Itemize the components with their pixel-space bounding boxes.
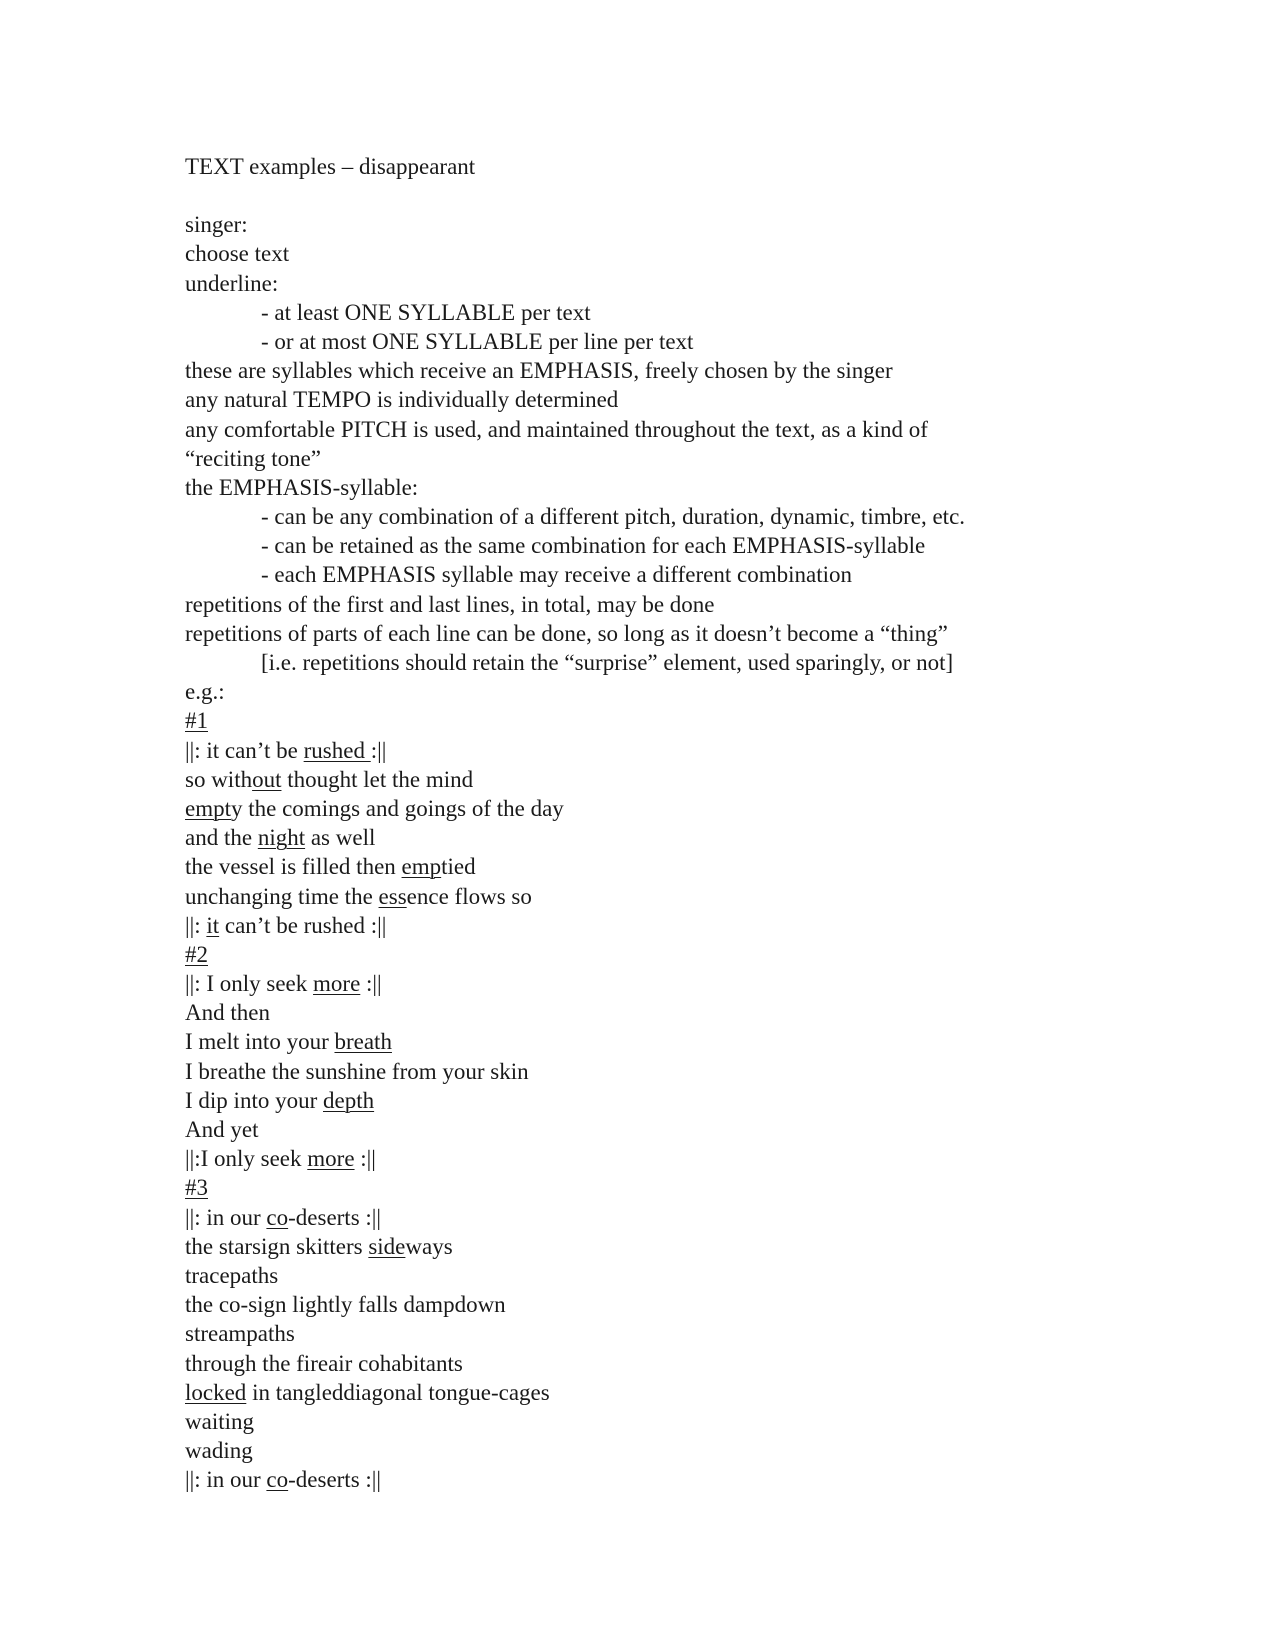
poem-text: the starsign skitters bbox=[185, 1233, 369, 1259]
poem-line bbox=[185, 911, 1085, 940]
poem-text: so with bbox=[185, 766, 253, 792]
example-heading bbox=[185, 1173, 1085, 1202]
poem-line bbox=[185, 1261, 1085, 1290]
poem-text: I melt into your bbox=[185, 1029, 335, 1055]
poem-line bbox=[185, 1436, 1085, 1465]
document-page bbox=[185, 152, 1085, 1494]
poem-text: in tangleddiagonal tongue-cages bbox=[246, 1379, 550, 1405]
instruction-line: choose text bbox=[185, 241, 290, 267]
instruction-line: - can be any combination of a different pitch, duration, dynamic, timbre, etc. bbox=[261, 504, 966, 530]
instruction-line: - each EMPHASIS syllable may receive a different combination bbox=[261, 562, 853, 588]
poem-text: and the bbox=[185, 825, 258, 851]
instruction-line: any comfortable PITCH is used, and maintained throughout the text, as a kind of bbox=[185, 416, 928, 442]
poem-line bbox=[185, 1203, 1085, 1232]
poem-text: :|| bbox=[354, 1146, 376, 1172]
instruction-line: the EMPHASIS-syllable: bbox=[185, 474, 419, 500]
poem-text: -deserts :|| bbox=[288, 1467, 382, 1493]
poem-text: wading bbox=[185, 1438, 253, 1464]
poem-line bbox=[185, 1407, 1085, 1436]
emphasis-syllable: night bbox=[257, 825, 306, 851]
poem-text: ence flows so bbox=[406, 883, 532, 909]
poem-line bbox=[185, 1115, 1085, 1144]
poem-line bbox=[185, 969, 1085, 998]
poem-line bbox=[185, 1349, 1085, 1378]
poem-line bbox=[185, 794, 1085, 823]
poem-line bbox=[185, 765, 1085, 794]
poem-text: I dip into your bbox=[185, 1087, 323, 1113]
poem-text: :|| bbox=[360, 971, 382, 997]
poem-text: thought let the mind bbox=[281, 766, 474, 792]
example-number: #1 bbox=[185, 708, 208, 734]
poem-text: the co-sign lightly falls dampdown bbox=[185, 1292, 506, 1318]
instruction-line: - at least ONE SYLLABLE per text bbox=[261, 299, 591, 325]
poem-line bbox=[185, 1027, 1085, 1056]
poem-text: ||: in our bbox=[185, 1204, 267, 1230]
instruction-line: singer: bbox=[185, 212, 248, 238]
instruction-line: repetitions of the first and last lines, in total, may be done bbox=[185, 591, 715, 617]
instruction-line: repetitions of parts of each line can be done, so long as it doesn’t become a “thing” bbox=[185, 620, 948, 646]
example-number: #3 bbox=[185, 1175, 208, 1201]
poem-line bbox=[185, 1232, 1085, 1261]
instruction-line: underline: bbox=[185, 270, 279, 296]
poem-text: ||: bbox=[185, 912, 207, 938]
emphasis-syllable: locked bbox=[185, 1379, 247, 1405]
poem-text: the vessel is filled then bbox=[185, 854, 402, 880]
poem-line bbox=[185, 736, 1085, 765]
poem-line bbox=[185, 1144, 1085, 1173]
emphasis-syllable: co bbox=[266, 1467, 289, 1493]
example-heading bbox=[185, 706, 1085, 735]
poem-text: And then bbox=[185, 1000, 270, 1026]
poem-text: as well bbox=[305, 825, 376, 851]
emphasis-syllable: side bbox=[368, 1233, 406, 1259]
poem-text: streampaths bbox=[185, 1321, 295, 1347]
instructions-block bbox=[185, 210, 1085, 706]
emphasis-syllable: ess bbox=[378, 883, 407, 909]
emphasis-syllable: emp bbox=[401, 854, 442, 880]
poem-text: ||:I only seek bbox=[185, 1146, 308, 1172]
example-heading bbox=[185, 940, 1085, 969]
poem-line bbox=[185, 1057, 1085, 1086]
poem-line bbox=[185, 1465, 1085, 1494]
instruction-line: - can be retained as the same combination for each EMPHASIS-syllable bbox=[261, 533, 926, 559]
instruction-line: e.g.: bbox=[185, 679, 225, 705]
poem-line bbox=[185, 1290, 1085, 1319]
poem-text: can’t be rushed :|| bbox=[219, 912, 387, 938]
instruction-line: [i.e. repetitions should retain the “surprise” element, used sparingly, or not] bbox=[261, 650, 954, 675]
emphasis-syllable: more bbox=[307, 1146, 355, 1172]
document-title: TEXT examples – disappearant bbox=[185, 154, 476, 179]
examples-block bbox=[185, 706, 1085, 1494]
poem-text: through the fireair cohabitants bbox=[185, 1350, 463, 1376]
instruction-line: - or at most ONE SYLLABLE per line per text bbox=[261, 328, 694, 354]
poem-text: -deserts :|| bbox=[288, 1204, 382, 1230]
emphasis-syllable: more bbox=[313, 971, 361, 997]
poem-text: unchanging time the bbox=[185, 883, 379, 909]
poem-text: ||: I only seek bbox=[185, 971, 314, 997]
poem-line bbox=[185, 882, 1085, 911]
poem-text: y the comings and goings of the day bbox=[231, 795, 564, 821]
poem-text: ||: in our bbox=[185, 1467, 267, 1493]
poem-line bbox=[185, 823, 1085, 852]
emphasis-syllable: rushed bbox=[303, 737, 371, 763]
instruction-line: “reciting tone” bbox=[185, 445, 322, 471]
emphasis-syllable: co bbox=[266, 1204, 289, 1230]
poem-line bbox=[185, 1378, 1085, 1407]
poem-text: waiting bbox=[185, 1408, 254, 1434]
poem-text: And yet bbox=[185, 1117, 259, 1142]
poem-text: :|| bbox=[370, 737, 387, 763]
poem-text: tied bbox=[441, 854, 476, 880]
emphasis-syllable: it bbox=[206, 912, 220, 938]
poem-text: ||: it can’t be bbox=[185, 737, 304, 763]
emphasis-syllable: out bbox=[252, 766, 282, 792]
poem-line bbox=[185, 1319, 1085, 1348]
poem-line bbox=[185, 1086, 1085, 1115]
poem-text: I breathe the sunshine from your skin bbox=[185, 1058, 529, 1084]
emphasis-syllable: depth bbox=[323, 1087, 375, 1113]
poem-line bbox=[185, 852, 1085, 881]
poem-line bbox=[185, 998, 1085, 1027]
instruction-line: these are syllables which receive an EMPHASIS, freely chosen by the singer bbox=[185, 358, 893, 384]
instruction-line: any natural TEMPO is individually determined bbox=[185, 387, 619, 413]
emphasis-syllable: breath bbox=[334, 1029, 392, 1055]
example-number: #2 bbox=[185, 941, 208, 967]
emphasis-syllable: empt bbox=[185, 795, 231, 821]
poem-text: ways bbox=[405, 1233, 453, 1259]
poem-text: tracepaths bbox=[185, 1262, 279, 1288]
